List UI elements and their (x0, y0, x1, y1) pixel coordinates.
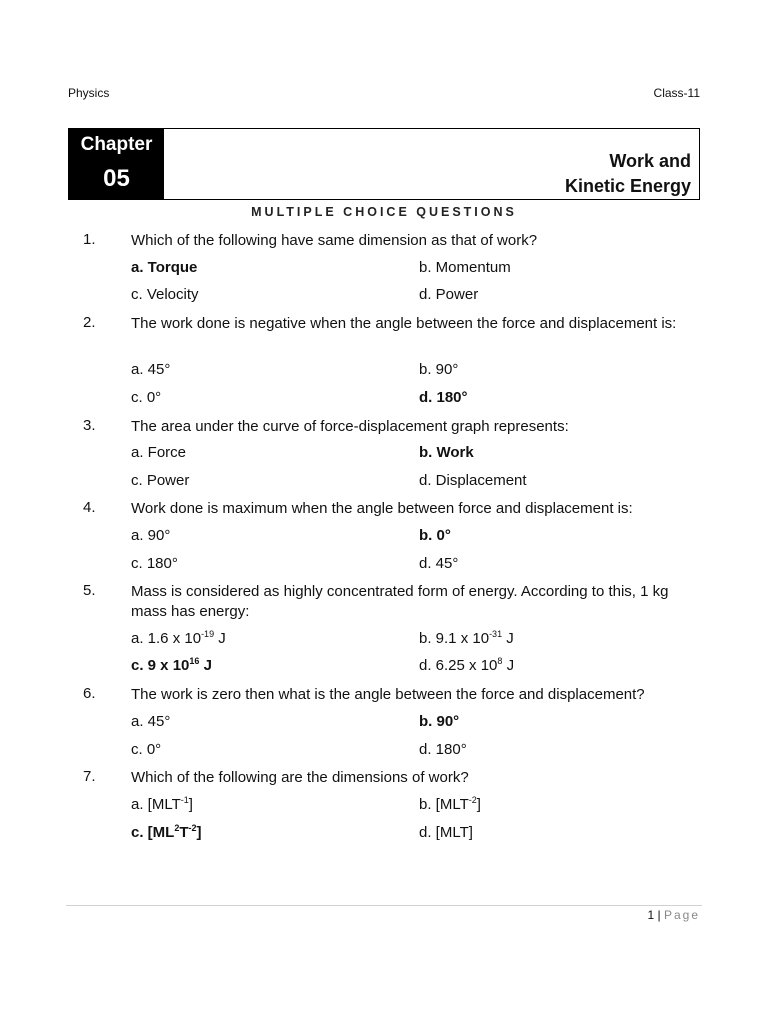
option-b: b. 0° (419, 527, 451, 544)
subject-label: Physics (68, 86, 110, 100)
option-b: b. $[MLT^{-2}]$ (419, 795, 481, 813)
option-d: d. 180° (419, 389, 468, 406)
option-d: d. 180° (419, 741, 467, 758)
option-d: d. 6.25 x $10^8$ J (419, 656, 515, 674)
option-c: c. 180° (131, 555, 178, 572)
option-a: a. 45° (131, 361, 171, 378)
option-d: d. Displacement (419, 472, 527, 489)
chapter-label: Chapter (80, 134, 153, 155)
option-b: b. Momentum (419, 259, 511, 276)
page-separator: | (657, 908, 661, 922)
option-a: a. Force (131, 444, 187, 461)
option-c: c. Power (131, 472, 190, 489)
question-text: The work is zero then what is the angle between the force and displacement? (131, 686, 645, 703)
option-a: a. $[MLT^{-1}]$ (131, 795, 193, 813)
question-number: 1. (83, 231, 96, 248)
option-d: d. 45° (419, 555, 459, 572)
question-number: 3. (83, 417, 96, 434)
question-text: The work done is negative when the angle between the force and displacement is: (131, 315, 677, 332)
option-b: b. Work (419, 444, 474, 461)
option-b: b. 90° (419, 713, 460, 730)
section-heading: MULTIPLE CHOICE QUESTIONS (251, 205, 517, 219)
option-a: a. Torque (131, 259, 198, 276)
page-number: 1 (647, 908, 655, 922)
chapter-banner (68, 128, 700, 200)
question-text: Which of the following have same dimension as that of work? (131, 232, 538, 249)
chapter-tag (69, 129, 164, 200)
option-c: c. 0° (131, 389, 162, 406)
question-text: The area under the curve of force-displacement graph represents: (131, 418, 569, 435)
option-d: d. Power (419, 286, 479, 303)
option-d: d. [MLT] (419, 824, 473, 841)
chapter-title (565, 149, 691, 199)
question-number: 5. (83, 582, 96, 599)
chapter-title-line-2: Kinetic Energy (564, 176, 691, 196)
option-c: c. 0° (131, 741, 162, 758)
question-number: 6. (83, 685, 96, 702)
option-b: b. 9.1 x $10^{-31}$ J (419, 629, 514, 647)
class-label: Class-11 (653, 86, 700, 100)
option-c: c. Velocity (131, 286, 199, 303)
question-text: Mass is considered as highly concentrated form of energy. According to this, 1 kg mass has energy: (131, 583, 669, 620)
option-c: c. $[ML^2T^{-2}]$ (131, 823, 202, 841)
question-number: 2. (83, 314, 96, 331)
page-footer (647, 908, 700, 922)
chapter-title-line-1: Work and (609, 151, 691, 171)
question-text: Which of the following are the dimensions of work? (131, 769, 469, 786)
option-a: a. 45° (131, 713, 171, 730)
chapter-number: 05 (103, 165, 130, 192)
question-number: 4. (83, 499, 96, 516)
page-label: Page (663, 908, 700, 922)
option-a: a. 1.6 x $10^{-19}$ J (131, 629, 226, 647)
question-number: 7. (83, 768, 96, 785)
question-text: Work done is maximum when the angle between force and displacement is: (131, 500, 633, 517)
option-b: b. 90° (419, 361, 459, 378)
option-c: c. 9 x $10^{16}$ J (131, 656, 212, 674)
option-a: a. 90° (131, 527, 171, 544)
footer-divider (66, 905, 702, 906)
